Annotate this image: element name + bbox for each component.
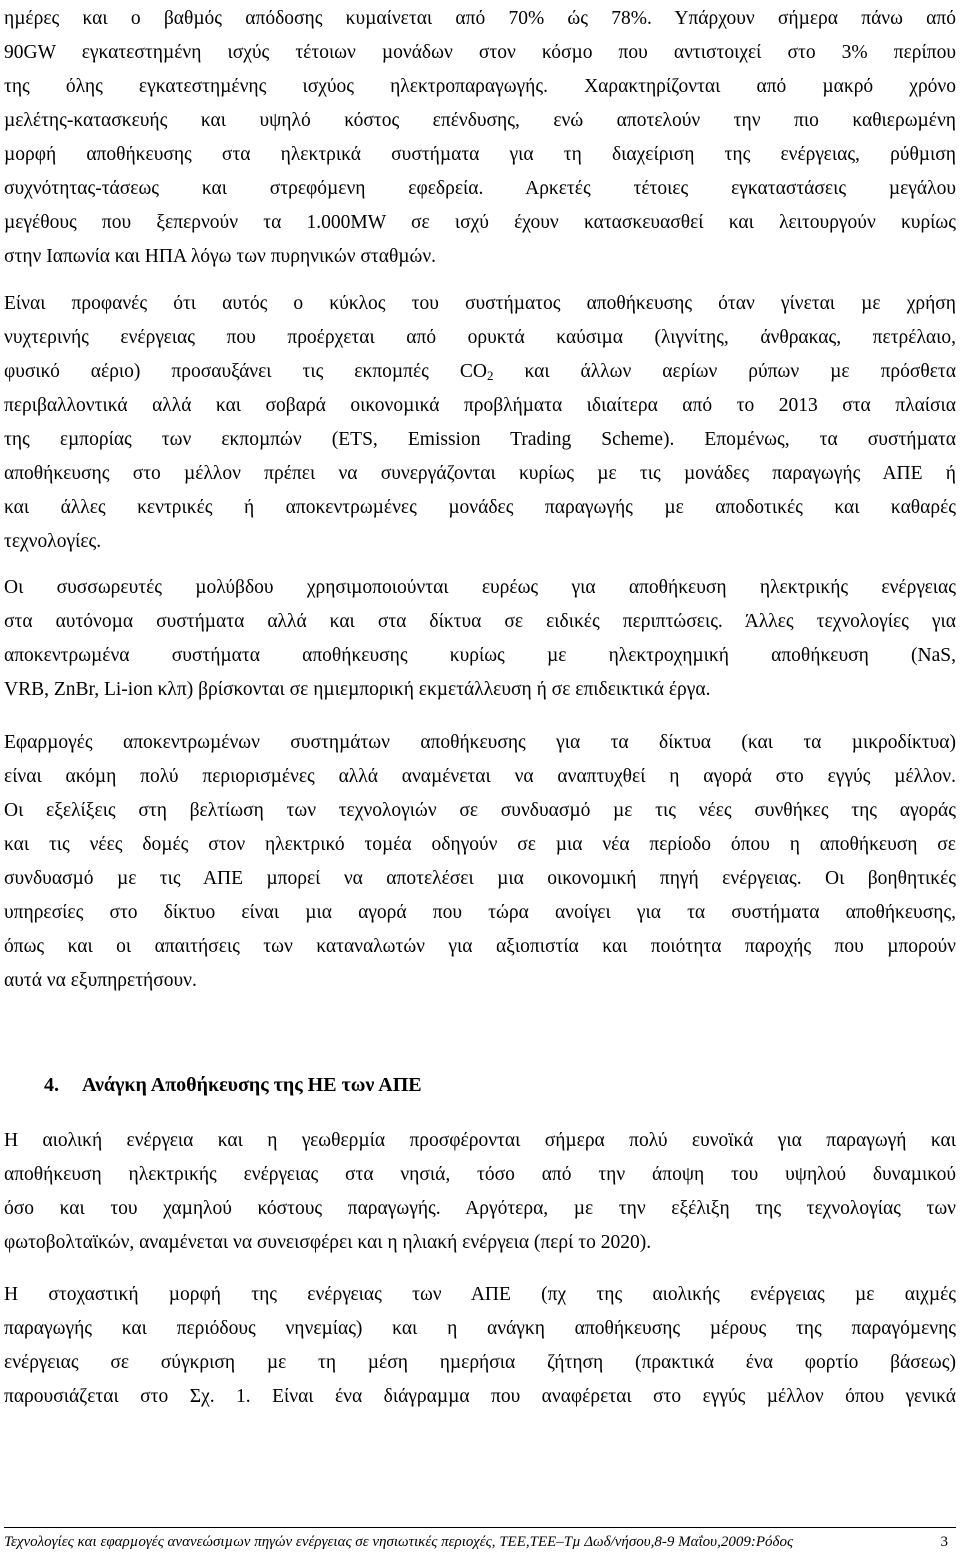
footer-divider [4, 1527, 956, 1528]
text-line: µορφή αποθήκευσης στα ηλεκτρικά συστήµατα για τη διαχείριση της ενέργειας, ρύθµιση [4, 144, 956, 165]
text-line: είναι ακόµη πολύ περιορισµένες αλλά αναµένεται να αναπτυχθεί η αγορά στο εγγύς µέλλον. [4, 766, 956, 787]
text-line: Οι συσσωρευτές µολύβδου χρησιµοποιούνται ευρέως για αποθήκευση ηλεκτρικής ενέργειας [4, 577, 956, 598]
paragraph [4, 287, 956, 559]
text-line: ενέργειας σε σύγκριση µε τη µέση ηµερήσια ζήτηση (πρακτικά ένα φορτίο βάσεως) [4, 1352, 956, 1373]
text-line: συνδυασµό µε τις ΑΠΕ µπορεί να αποτελέσει µια οικονοµική πηγή ενέργειας. Οι βοηθητικές [4, 868, 956, 889]
text-line: Εφαρµογές αποκεντρωµένων συστηµάτων αποθήκευσης για τα δίκτυα (και τα µικροδίκτυα) [4, 732, 956, 753]
page-footer [4, 1530, 956, 1554]
paragraph [4, 571, 956, 707]
text-line: αυτά να εξυπηρετήσουν. [4, 970, 197, 991]
text-line: παραγωγής και περιόδους νηνεµίας) και η ανάγκη αποθήκευσης µέρους της παραγόµενης [4, 1318, 956, 1339]
text-line: αποκεντρωµένα συστήµατα αποθήκευσης κυρίως µε ηλεκτροχηµική αποθήκευση (NaS, [4, 645, 956, 666]
text-line: Η στοχαστική µορφή της ενέργειας των ΑΠΕ (πχ της αιολικής ενέργειας µε αιχµές [4, 1284, 956, 1305]
co2-text: φυσικό αέριο) προσαυξάνει τις εκποµπές CO [4, 361, 487, 382]
text-line: υπηρεσίες στο δίκτυο είναι µια αγορά που τώρα ανοίγει για τα συστήµατα αποθήκευσης, [4, 902, 956, 923]
text-line: συχνότητας-τάσεως και στρεφόµενη εφεδρεία. Αρκετές τέτοιες εγκαταστάσεις µεγάλου [4, 178, 956, 199]
text-line: τεχνολογίες. [4, 531, 102, 552]
text-line: Οι εξελίξεις στη βελτίωση των τεχνολογιών σε συνδυασµό µε τις νέες συνθήκες της αγοράς [4, 800, 956, 821]
page-number: 3 [940, 1534, 948, 1550]
text-line: ηµέρες και ο βαθµός απόδοσης κυµαίνεται από 70% ώς 78%. Υπάρχουν σήµερα πάνω από [4, 8, 956, 29]
section-heading [44, 1068, 422, 1102]
text-line: της εµπορίας των εκποµπών (ETS, Emission Trading Scheme). Εποµένως, τα συστήµατα [4, 429, 956, 450]
section-title: Ανάγκη Αποθήκευσης της ΗΕ των ΑΠΕ [82, 1074, 422, 1096]
text-line: της όλης εγκατεστηµένης ισχύος ηλεκτροπαραγωγής. Χαρακτηρίζονται από µακρό χρόνο [4, 76, 956, 97]
text-line: όσο και του χαµηλού κόστους παραγωγής. Αργότερα, µε την εξέλιξη της τεχνολογίας των [4, 1198, 956, 1219]
text-line: όπως και οι απαιτήσεις των καταναλωτών για αξιοπιστία και ποιότητα παροχής που µπορούν [4, 936, 956, 957]
co2-line-rest: και άλλων αερίων ρύπων µε πρόσθετα [493, 361, 956, 382]
text-line: αποθήκευσης στο µέλλον πρέπει να συνεργάζονται κυρίως µε τις µονάδες παραγωγής ΑΠΕ ή [4, 463, 956, 484]
footer-text: Τεχνολογίες και εφαρµογές ανανεώσιµων πηγών ενέργειας σε νησιωτικές περιοχές, ΤΕΕ,ΤΕΕ–Τµ Δωδ/νήσου,8-9 Μαΐου,2009:Ρόδος [4, 1534, 794, 1550]
text-line: αποθήκευση ηλεκτρικής ενέργειας στα νησιά, τόσο από την άποψη του υψηλού δυναµικού [4, 1164, 956, 1185]
text-line: µεγέθους που ξεπερνούν τα 1.000MW σε ισχύ έχουν κατασκευασθεί και λειτουργούν κυρίως [4, 212, 956, 233]
text-line: VRB, ZnBr, Li-ion κλπ) βρίσκονται σε ηµιεµπορική εκµετάλλευση ή σε επιδεικτικά έργα. [4, 679, 711, 700]
text-line: και τις νέες δοµές στον ηλεκτρικό τοµέα οδηγούν σε µια νέα περίοδο όπου η αποθήκευση σε [4, 834, 956, 855]
text-line: νυχτερινής ενέργειας που προέρχεται από ορυκτά καύσιµα (λιγνίτης, άνθρακας, πετρέλαιο, [4, 327, 956, 348]
paragraph [4, 726, 956, 998]
text-line: και άλλες κεντρικές ή αποκεντρωµένες µονάδες παραγωγής µε αποδοτικές και καθαρές [4, 497, 956, 518]
text-line: Η αιολική ενέργεια και η γεωθερµία προσφέρονται σήµερα πολύ ευνοϊκά για παραγωγή και [4, 1130, 956, 1151]
paragraph [4, 1124, 956, 1260]
text-line: παρουσιάζεται στο Σχ. 1. Είναι ένα διάγραµµα που αναφέρεται στο εγγύς µέλλον όπου γενικά [4, 1386, 956, 1407]
paragraph [4, 1278, 956, 1414]
text-line: στα αυτόνοµα συστήµατα αλλά και στα δίκτυα σε ειδικές περιπτώσεις. Άλλες τεχνολογίες για [4, 611, 956, 632]
text-line: φωτοβολταϊκών, αναµένεται να συνεισφέρει και η ηλιακή ενέργεια (περί το 2020). [4, 1232, 652, 1253]
text-line: περιβαλλοντικά αλλά και σοβαρά οικονοµικά προβλήµατα ιδιαίτερα από το 2013 στα πλαίσια [4, 395, 956, 416]
text-line: Είναι προφανές ότι αυτός ο κύκλος του συστήµατος αποθήκευσης όταν γίνεται µε χρήση [4, 293, 956, 314]
text-line [4, 355, 956, 389]
paragraph [4, 2, 956, 274]
text-line: στην Ιαπωνία και ΗΠΑ λόγω των πυρηνικών σταθµών. [4, 246, 437, 267]
text-line: µελέτης-κατασκευής και υψηλό κόστος επένδυσης, ενώ αποτελούν την πιο καθιερωµένη [4, 110, 956, 131]
section-number: 4. [44, 1074, 59, 1096]
text-line: 90GW εγκατεστηµένη ισχύς τέτοιων µονάδων στον κόσµο που αντιστοιχεί στο 3% περίπου [4, 42, 956, 63]
co2-subscript: 2 [486, 368, 494, 383]
